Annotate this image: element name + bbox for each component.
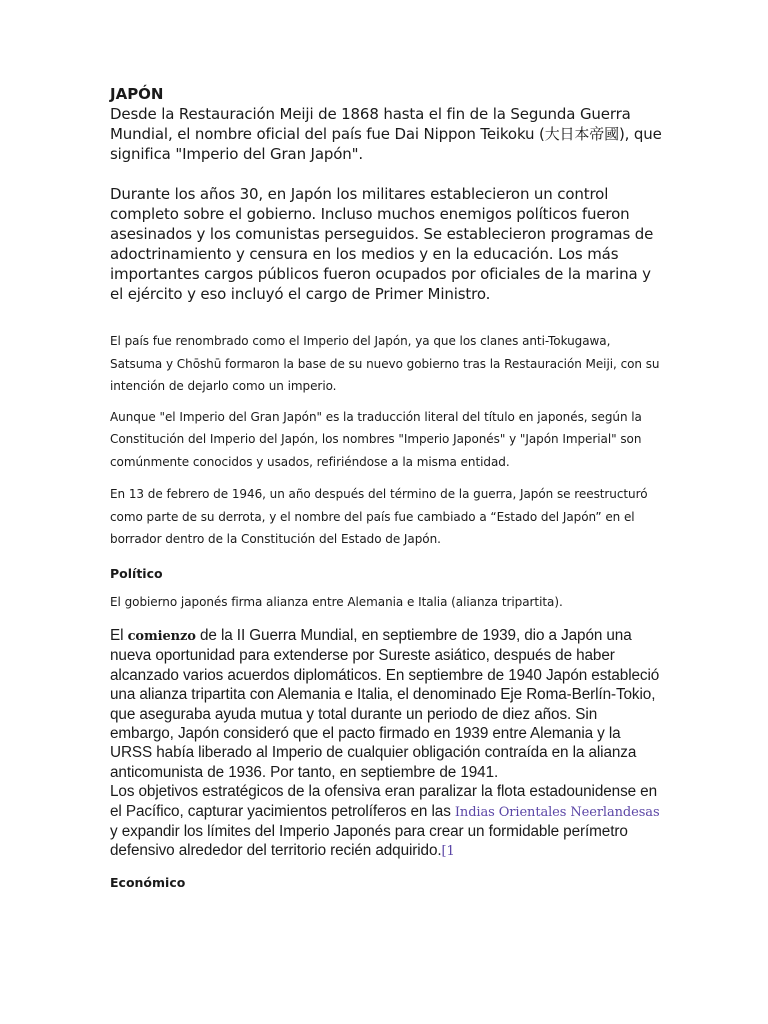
- objetivos-rest: y expandir los límites del Imperio Japonés para crear un formidable perímetro defensivo alrededor del territorio recién adquirido.: [110, 823, 628, 860]
- reference-link[interactable]: [1: [441, 844, 455, 860]
- paragraph-alianza: El gobierno japonés firma alianza entre Alemania e Italia (alianza tripartita).: [110, 594, 563, 609]
- heading-economico: Económico: [110, 874, 186, 890]
- ii-guerra-rest: de la II Guerra Mundial, en septiembre de 1939, dio a Japón una nueva oportunidad para extenderse por Sureste asiático, después de haber alcanzado varios acuerdos diplomáticos. En septiembre de 1940 Japón estableció una alianza tripartita con Alemania e Italia, el denominado Eje Roma-Berlín-Tokio, que aseguraba ayuda mutua y total durante un periodo de diez años. Sin embargo, Japón consideró que el pacto firmado en 1939 entre Alemania y la URSS había liberado al Imperio de cualquier obligación contraída en la alianza anticomunista de 1936. Por tanto, en septiembre de 1941.: [110, 627, 660, 781]
- ii-guerra-word: comienzo: [127, 629, 196, 644]
- paragraph-translation: Aunque "el Imperio del Gran Japón" es la traducción literal del título en japonés, según la Constitución del Imperio del Japón, los nombres "Imperio Japonés" y "Japón Imperial" son comúnmente conocidos y usados, refiriéndose a la misma entidad.: [110, 409, 642, 469]
- paragraph-1946: En 13 de febrero de 1946, un año después del término de la guerra, Japón se reestructuró como parte de su derrota, y el nombre del país fue cambiado a “Estado del Japón” en el borrador dentro de la Constitución del Estado de Japón.: [110, 487, 648, 546]
- paragraph-military-control: Durante los años 30, en Japón los militares establecieron un control completo sobre el gobierno. Incluso muchos enemigos políticos fueron asesinados y los comunistas perseguidos. Se establecieron programas de adoctrinamiento y censura en los medios y en la educación. Los más importantes cargos públicos fueron ocupados por oficiales de la marina y el ejército y eso incluyó el cargo de Primer Ministro.: [110, 185, 654, 303]
- paragraph-ii-guerra: [110, 626, 662, 782]
- ii-guerra-start: El: [110, 627, 128, 644]
- heading-politico: Político: [110, 565, 163, 581]
- paragraph-objetivos: [110, 782, 662, 862]
- document-page: [110, 84, 662, 894]
- objetivos-start: Los objetivos estratégicos de la ofensiva eran paralizar la flota estadounidense en el Pacífico, capturar yacimientos petrolíferos en las: [110, 783, 657, 820]
- paragraph-renamed: El país fue renombrado como el Imperio del Japón, ya que los clanes anti-Tokugawa, Satsuma y Chōshū formaron la base de su nuevo gobierno tras la Restauración Meiji, con su intención de dejarlo como un imperio.: [110, 334, 660, 393]
- document-title: JAPÓN: [110, 85, 164, 103]
- paragraph-meiji-name: Desde la Restauración Meiji de 1868 hasta el fin de la Segunda Guerra Mundial, el nombre oficial del país fue Dai Nippon Teikoku (大日本帝國), que significa "Imperio del Gran Japón".: [110, 105, 662, 163]
- indias-orientales-link[interactable]: Indias Orientales Neerlandesas: [454, 804, 660, 820]
